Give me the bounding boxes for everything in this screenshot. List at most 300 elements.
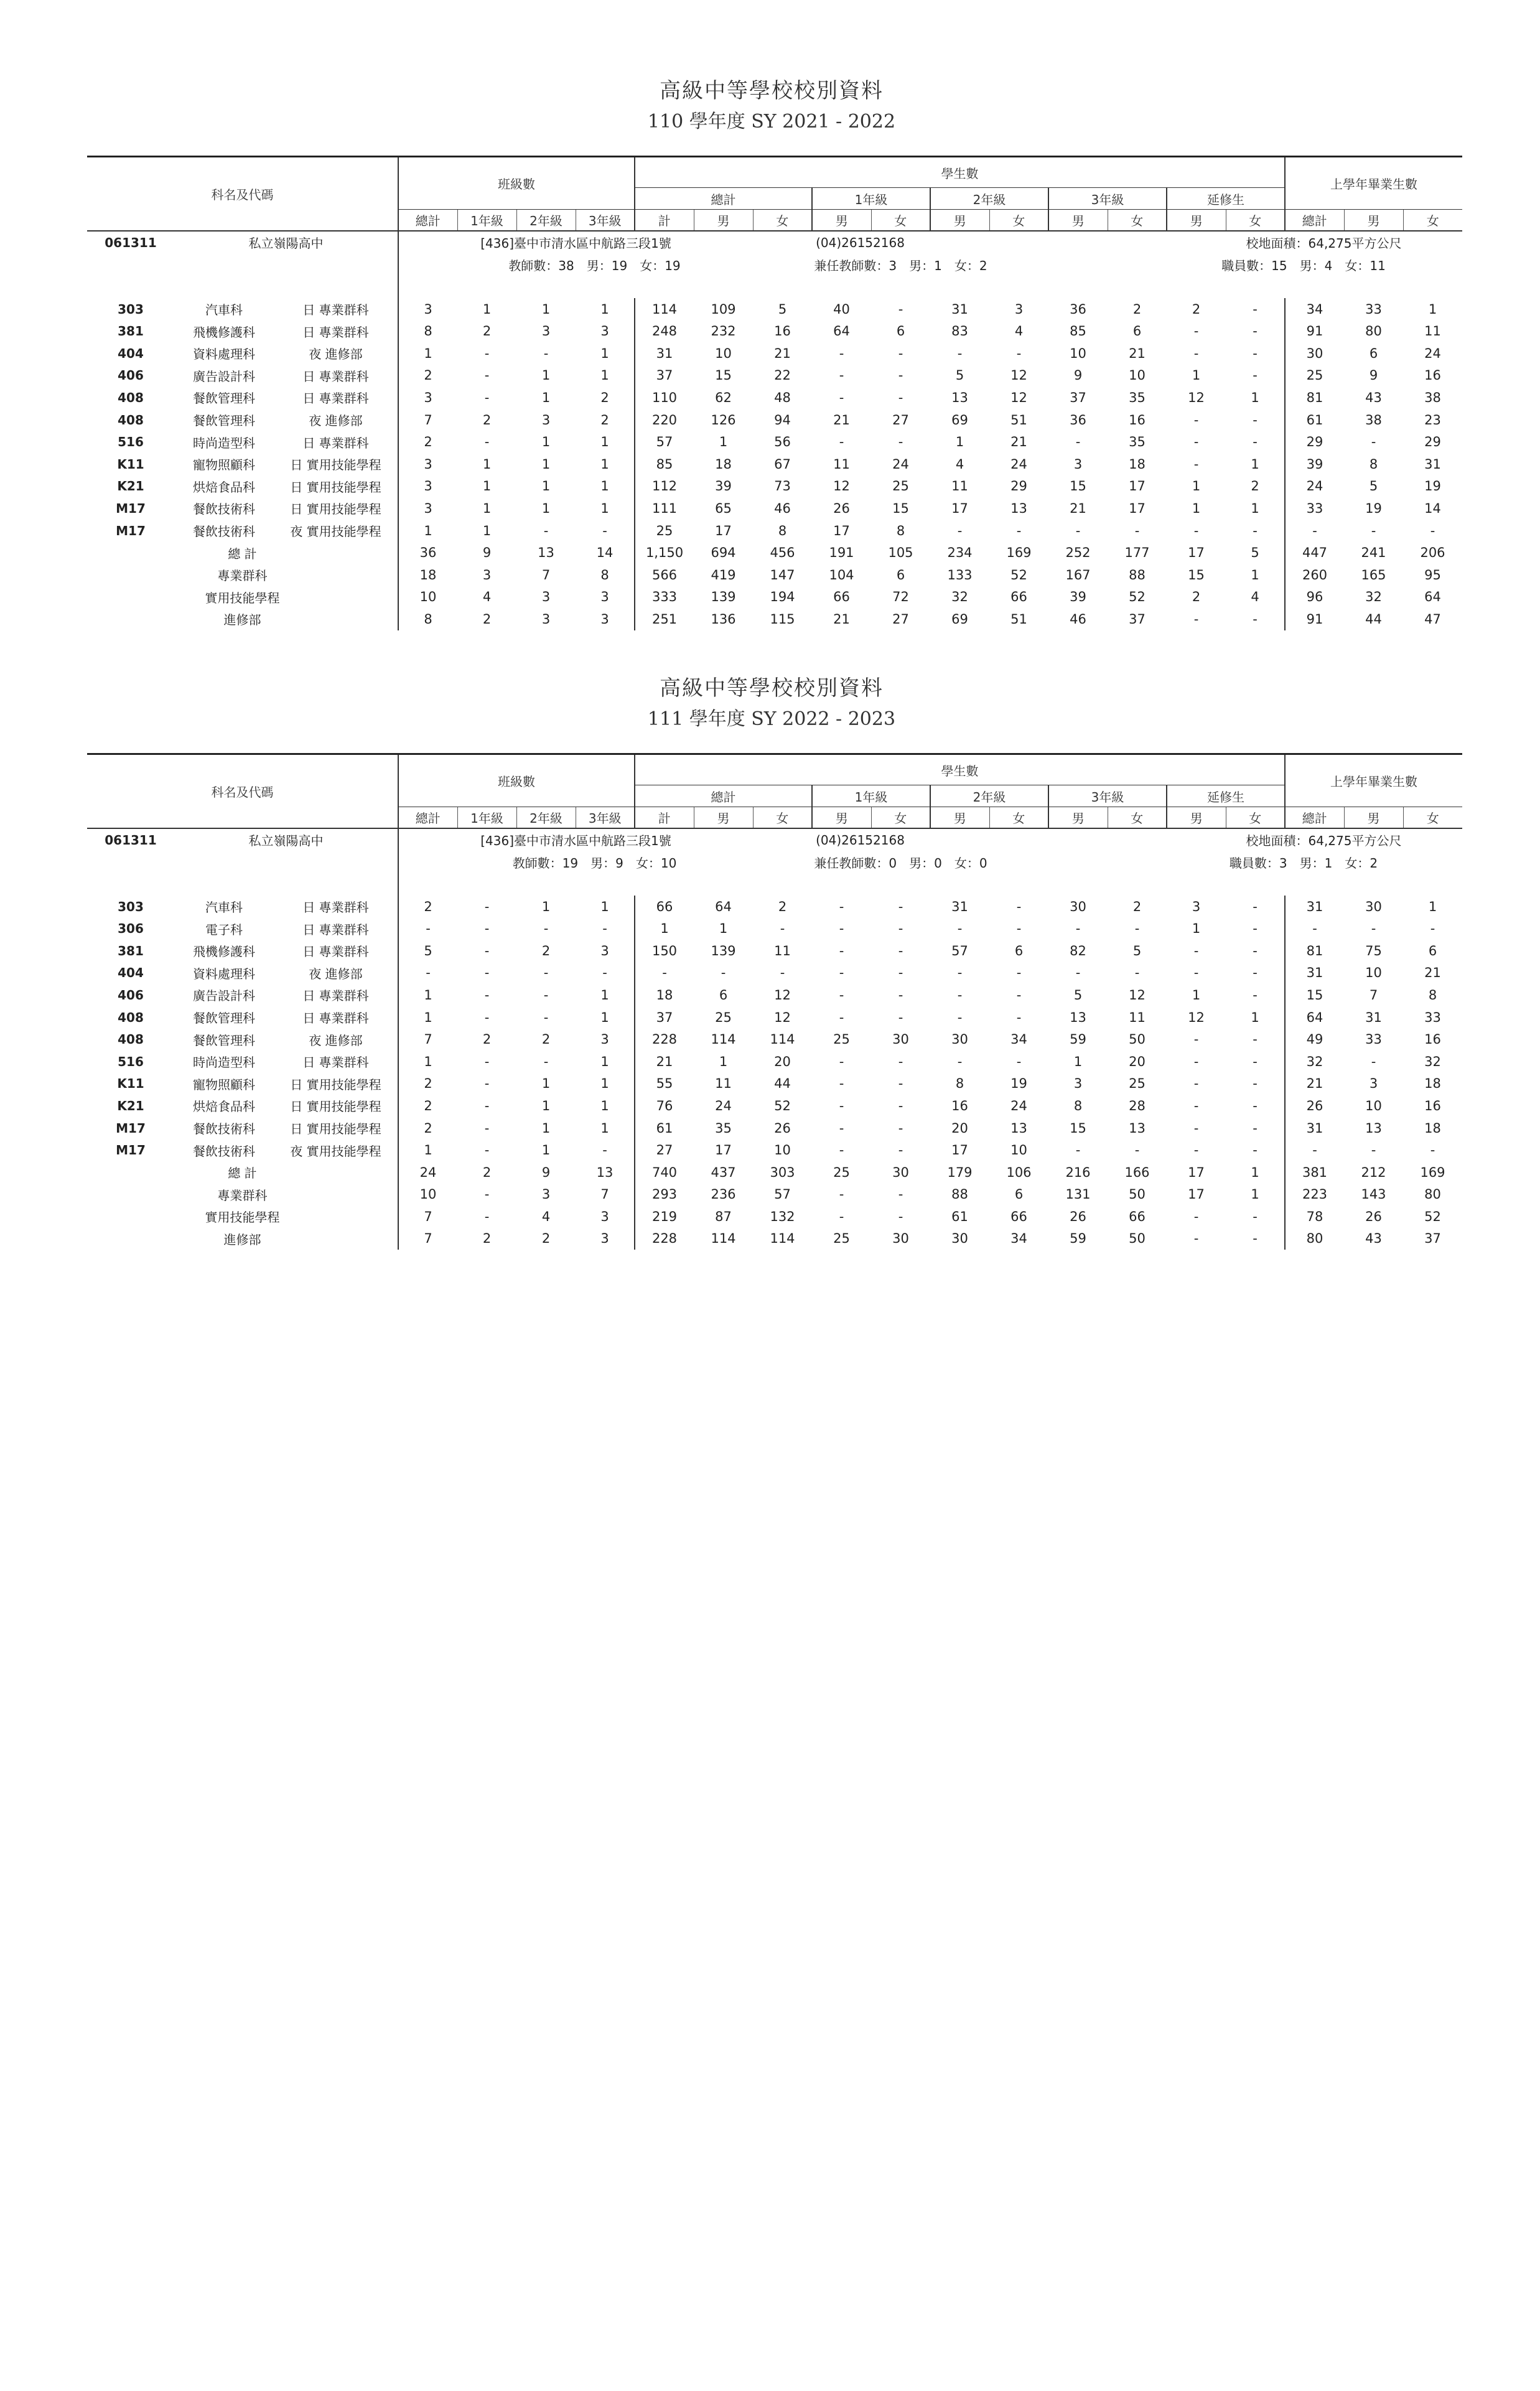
table-cell: -	[484, 1209, 490, 1224]
school-address: [436]臺中市清水區中航路三段1號	[398, 828, 753, 851]
table-cell: 33	[1365, 301, 1382, 317]
table-cell: -	[721, 965, 726, 981]
table-row	[87, 984, 1462, 1006]
school-name: 私立嶺陽高中	[248, 833, 324, 849]
table-row	[87, 342, 1462, 365]
table-cell: 3	[398, 475, 457, 498]
table-cell: 15	[1188, 567, 1205, 583]
table-cell: 47	[1424, 611, 1441, 627]
table-cell: -	[1430, 1143, 1435, 1158]
dept-code: 406	[118, 368, 144, 383]
table-cell: -	[898, 345, 903, 361]
table-cell: 1	[482, 500, 492, 516]
table-cell: 85	[1070, 324, 1086, 339]
table-cell: -	[839, 434, 844, 450]
table-cell: 7	[541, 567, 551, 583]
table-cell: -	[484, 965, 490, 981]
table-cell: -	[1193, 965, 1199, 981]
table-cell: 50	[1129, 1231, 1146, 1247]
table-cell: 6	[719, 987, 728, 1003]
table-cell: 17	[1129, 479, 1146, 494]
table-cell: 91	[1285, 320, 1344, 342]
dept-code: 408	[118, 1009, 144, 1025]
table-cell: 1	[482, 479, 492, 494]
dept-name: 餐飲管理科	[193, 1032, 255, 1048]
table-cell: 12	[774, 1009, 791, 1025]
table-cell: 49	[1285, 1028, 1344, 1050]
table-cell: 4	[1014, 324, 1024, 339]
table-cell: -	[1253, 345, 1258, 361]
dept-code: 404	[118, 345, 144, 361]
table-cell: 21	[635, 1050, 694, 1073]
dept-name: 汽車科	[205, 302, 243, 318]
dept-system: 日 專業群科	[302, 435, 369, 451]
table-cell: -	[1016, 523, 1022, 538]
table-cell: -	[1134, 1143, 1140, 1158]
table-cell: 31	[951, 301, 968, 317]
table-cell: -	[839, 1009, 844, 1025]
dept-system: 夜 進修部	[309, 413, 363, 429]
table-cell: 1	[541, 500, 551, 516]
table-cell: -	[1075, 965, 1081, 981]
table-cell: 88	[951, 1187, 968, 1202]
table-cell: 1	[955, 434, 964, 450]
table-cell: -	[839, 1143, 844, 1158]
header-cell: 總計	[1285, 807, 1344, 829]
table-cell: 105	[888, 545, 913, 561]
table-cell: 3	[1014, 301, 1024, 317]
table-cell: -	[602, 1143, 607, 1158]
table-cell: -	[543, 921, 549, 937]
dept-name: 餐飲管理科	[193, 1011, 255, 1026]
table-cell: 1	[1251, 500, 1259, 516]
dept-system: 日 專業群科	[302, 1055, 369, 1070]
table-cell: 1	[541, 1120, 551, 1136]
table-cell: -	[398, 962, 457, 985]
school-phone: (04)26152168	[816, 235, 905, 250]
dept-system: 日 專業群科	[302, 900, 369, 915]
table-cell: 3	[600, 1231, 609, 1247]
table-cell: 236	[711, 1187, 736, 1202]
table-cell: 3	[1369, 1076, 1378, 1092]
table-cell: 6	[1369, 345, 1378, 361]
table-cell: 48	[774, 390, 791, 405]
data-table-section	[87, 156, 1462, 630]
table-cell: -	[898, 1143, 903, 1158]
table-cell: 52	[774, 1098, 791, 1113]
table-cell: 75	[1365, 943, 1382, 958]
table-cell: 115	[770, 611, 795, 627]
table-cell: 35	[1129, 390, 1146, 405]
dept-system: 日 實用技能學程	[290, 1077, 381, 1092]
table-cell: 5	[1369, 479, 1378, 494]
table-cell: 1	[600, 500, 609, 516]
school-name: 私立嶺陽高中	[248, 236, 324, 251]
table-cell: 3	[600, 943, 609, 958]
summary-row	[87, 1228, 1462, 1250]
table-cell: 16	[774, 324, 791, 339]
header-students: 學生數	[635, 157, 1285, 188]
table-cell: 1	[1428, 899, 1437, 914]
school-area: 校地面積：64,275平方公尺	[1246, 236, 1402, 251]
header-cell: 女	[1226, 807, 1285, 829]
table-cell: -	[1371, 523, 1376, 538]
table-cell: 14	[1424, 500, 1441, 516]
table-cell: 14	[596, 545, 614, 561]
table-cell: 18	[1129, 456, 1146, 472]
table-cell: -	[1430, 921, 1435, 937]
table-cell: 21	[774, 345, 791, 361]
table-cell: -	[1193, 1120, 1199, 1136]
table-cell: 109	[711, 301, 736, 317]
school-staff: 職員數：3 男：1 女：2	[1229, 855, 1378, 871]
table-cell: 251	[635, 608, 694, 630]
table-cell: 11	[715, 1076, 732, 1092]
table-cell: 37	[1424, 1231, 1441, 1247]
table-cell: 18	[1424, 1120, 1441, 1136]
table-cell: 81	[1285, 940, 1344, 962]
dept-code: 404	[118, 965, 144, 981]
table-cell: -	[1075, 434, 1081, 450]
table-cell: 31	[1365, 1009, 1382, 1025]
table-cell: 110	[635, 386, 694, 409]
table-cell: 293	[635, 1184, 694, 1206]
table-cell: 4	[482, 589, 492, 605]
school-adjunct: 兼任教師數：0 男：0 女：0	[814, 855, 987, 871]
table-cell: 2	[482, 611, 492, 627]
table-cell: 126	[711, 412, 736, 428]
table-cell: 27	[892, 611, 909, 627]
table-cell: -	[780, 965, 785, 981]
table-cell: 25	[892, 479, 909, 494]
dept-name: 餐飲技術科	[193, 1143, 255, 1159]
table-cell: -	[1253, 987, 1258, 1003]
table-cell: 24	[1285, 475, 1344, 498]
table-cell: -	[1193, 1098, 1199, 1113]
table-cell: 456	[770, 545, 795, 561]
table-cell: -	[1253, 921, 1258, 937]
table-cell: 9	[1369, 368, 1378, 383]
table-cell: -	[898, 987, 903, 1003]
table-cell: 24	[1010, 1098, 1027, 1113]
dept-code: K21	[117, 479, 144, 494]
table-cell: 21	[833, 412, 850, 428]
table-cell: -	[957, 345, 963, 361]
table-row	[87, 1050, 1462, 1073]
table-cell: 1,150	[635, 541, 694, 564]
table-cell: 28	[1129, 1098, 1146, 1113]
header-grade1: 1年級	[812, 188, 930, 210]
table-cell: -	[957, 965, 963, 981]
header-cell: 男	[812, 210, 871, 232]
summary-row	[87, 564, 1462, 586]
table-cell: 1	[541, 899, 551, 914]
header-cell: 總計	[398, 807, 457, 829]
table-cell: 80	[1365, 324, 1382, 339]
dept-name: 烘焙食品科	[193, 1099, 255, 1115]
dept-code: M17	[116, 523, 146, 538]
school-phone: (04)26152168	[816, 832, 905, 848]
table-cell: 21	[1285, 1073, 1344, 1095]
table-cell: 72	[892, 589, 909, 605]
table-cell: 1	[1251, 1164, 1259, 1180]
table-cell: -	[543, 1054, 549, 1069]
table-cell: 13	[538, 545, 554, 561]
table-cell: 85	[635, 453, 694, 475]
table-cell: 10	[398, 1184, 457, 1206]
table-cell: 566	[635, 564, 694, 586]
table-cell: 7	[398, 409, 457, 431]
table-cell: 62	[715, 390, 732, 405]
dept-code: 306	[118, 921, 144, 937]
table-cell: 37	[1070, 390, 1086, 405]
table-cell: 31	[1285, 896, 1344, 918]
table-cell: -	[898, 943, 903, 958]
table-cell: -	[1253, 899, 1258, 914]
table-cell: 10	[1129, 368, 1146, 383]
table-cell: 1	[1251, 1187, 1259, 1202]
table-cell: -	[1193, 523, 1199, 538]
table-cell: 25	[1285, 365, 1344, 387]
table-cell: 26	[1070, 1209, 1086, 1224]
table-cell: 7	[398, 1205, 457, 1228]
table-cell: 16	[1129, 412, 1146, 428]
table-cell: 1	[1192, 500, 1201, 516]
school-row	[87, 828, 1462, 851]
table-cell: 1	[541, 434, 551, 450]
table-cell: 12	[774, 987, 791, 1003]
table-cell: 10	[1365, 1098, 1382, 1113]
table-cell: -	[839, 1209, 844, 1224]
table-row	[87, 1117, 1462, 1139]
dept-system: 夜 進修部	[309, 347, 363, 362]
table-cell: 3	[1192, 899, 1201, 914]
table-cell: 61	[635, 1117, 694, 1139]
dept-system: 日 專業群科	[302, 944, 369, 960]
table-cell: 56	[774, 434, 791, 450]
table-cell: 26	[774, 1120, 791, 1136]
header-extended: 延修生	[1167, 188, 1285, 210]
table-cell: -	[484, 1009, 490, 1025]
table-cell: -	[1285, 520, 1344, 542]
table-cell: 24	[892, 456, 909, 472]
table-row	[87, 497, 1462, 520]
table-cell: -	[957, 1009, 963, 1025]
table-cell: -	[1371, 921, 1376, 937]
table-row	[87, 1028, 1462, 1050]
table-cell: 13	[1129, 1120, 1146, 1136]
table-cell: 3	[541, 589, 551, 605]
table-cell: 12	[1010, 368, 1027, 383]
table-cell: -	[1430, 523, 1435, 538]
table-cell: 5	[1132, 943, 1142, 958]
table-cell: 18	[635, 984, 694, 1006]
table-cell: -	[1193, 1076, 1199, 1092]
table-cell: 31	[1285, 1117, 1344, 1139]
table-cell: 136	[711, 611, 736, 627]
dept-system: 日 專業群科	[302, 302, 369, 318]
table-cell: -	[484, 390, 490, 405]
dept-name: 電子科	[205, 922, 243, 937]
header-cell: 女	[989, 807, 1048, 829]
table-cell: -	[543, 965, 549, 981]
dept-name: 飛機修護科	[193, 324, 255, 340]
dept-system: 日 專業群科	[302, 324, 369, 340]
table-cell: 10	[1070, 345, 1086, 361]
table-cell: 1	[1251, 456, 1259, 472]
school-adjunct: 兼任教師數：3 男：1 女：2	[814, 258, 987, 273]
header-cell: 男	[1048, 210, 1108, 232]
table-cell: 1	[1192, 987, 1201, 1003]
table-cell: 1	[1428, 301, 1437, 317]
table-cell: 1	[600, 1120, 609, 1136]
table-cell: 43	[1365, 390, 1382, 405]
header-cell: 女	[1403, 807, 1462, 829]
table-cell: 1	[600, 899, 609, 914]
table-cell: 61	[951, 1209, 968, 1224]
table-cell: 15	[1070, 479, 1086, 494]
table-cell: 1	[541, 301, 551, 317]
table-cell: -	[1193, 1143, 1199, 1158]
table-cell: 2	[1132, 899, 1142, 914]
header-grads: 上學年畢業生數	[1285, 754, 1462, 807]
table-cell: -	[898, 1076, 903, 1092]
table-cell: 78	[1285, 1205, 1344, 1228]
table-cell: 52	[1424, 1209, 1441, 1224]
table-cell: -	[898, 368, 903, 383]
table-cell: -	[1193, 943, 1199, 958]
summary-label: 總 計	[228, 546, 257, 561]
header-grade3: 3年級	[1048, 188, 1167, 210]
school-row	[87, 851, 1462, 874]
header-students: 學生數	[635, 754, 1285, 785]
table-cell: 114	[635, 298, 694, 321]
table-cell: 1	[600, 987, 609, 1003]
table-cell: -	[957, 523, 963, 538]
table-cell: 1	[600, 368, 609, 383]
table-cell: -	[543, 987, 549, 1003]
table-cell: 25	[1129, 1076, 1146, 1092]
header-total: 總計	[635, 188, 812, 210]
dept-name: 廣告設計科	[193, 988, 255, 1004]
table-cell: 32	[1365, 589, 1382, 605]
table-cell: 2	[1192, 301, 1201, 317]
table-cell: 3	[600, 1032, 609, 1047]
table-cell: 1	[600, 301, 609, 317]
table-cell: -	[1253, 1076, 1258, 1092]
table-cell: 1	[600, 456, 609, 472]
table-cell: 32	[1285, 1050, 1344, 1073]
table-cell: -	[1371, 1143, 1376, 1158]
table-cell: 26	[1285, 1095, 1344, 1117]
table-cell: 30	[892, 1231, 909, 1247]
table-cell: 1	[600, 434, 609, 450]
table-cell: 8	[896, 523, 905, 538]
data-table-section	[87, 753, 1462, 1250]
table-cell: 2	[482, 412, 492, 428]
table-cell: 10	[1365, 965, 1382, 981]
table-cell: -	[957, 987, 963, 1003]
table-cell: 11	[951, 479, 968, 494]
table-row	[87, 320, 1462, 342]
table-cell: -	[957, 1054, 963, 1069]
summary-row	[87, 1205, 1462, 1228]
table-cell: 1	[398, 984, 457, 1006]
table-cell: 32	[951, 589, 968, 605]
dept-name: 廣告設計科	[193, 368, 255, 384]
table-row	[87, 1095, 1462, 1117]
table-cell: 2	[541, 1231, 551, 1247]
table-cell: 40	[833, 301, 850, 317]
table-cell: 419	[711, 567, 736, 583]
table-cell: 1	[482, 456, 492, 472]
table-cell: 6	[1132, 324, 1142, 339]
table-cell: 114	[711, 1231, 736, 1247]
table-cell: -	[898, 1009, 903, 1025]
table-cell: 1	[600, 1054, 609, 1069]
table-cell: 16	[1424, 1098, 1441, 1113]
table-cell: 24	[715, 1098, 732, 1113]
table-cell: 1	[541, 1143, 551, 1158]
header-cell: 總計	[1285, 210, 1344, 232]
table-cell: 2	[600, 390, 609, 405]
table-cell: 9	[541, 1164, 551, 1180]
table-cell: -	[1193, 1209, 1199, 1224]
table-cell: -	[484, 899, 490, 914]
table-cell: -	[1193, 611, 1199, 627]
header-classes: 班級數	[398, 157, 635, 210]
header-cell: 男	[694, 807, 753, 829]
table-cell: 20	[1129, 1054, 1146, 1069]
table-cell: 228	[635, 1228, 694, 1250]
table-cell: 13	[1010, 500, 1027, 516]
school-area: 校地面積：64,275平方公尺	[1246, 833, 1402, 849]
dept-system: 日 專業群科	[302, 988, 369, 1004]
table-cell: 17	[1188, 1164, 1205, 1180]
table-cell: 10	[715, 345, 732, 361]
table-cell: 25	[715, 1009, 732, 1025]
table-cell: 12	[1010, 390, 1027, 405]
table-cell: 17	[1129, 500, 1146, 516]
table-cell: -	[1134, 965, 1140, 981]
table-cell: -	[1253, 1209, 1258, 1224]
table-cell: 333	[635, 586, 694, 609]
table-cell: 80	[1285, 1228, 1344, 1250]
table-cell: 11	[833, 456, 850, 472]
table-row	[87, 431, 1462, 453]
table-cell: 7	[398, 1228, 457, 1250]
table-cell: -	[484, 1098, 490, 1113]
table-cell: 114	[770, 1231, 795, 1247]
table-cell: 15	[1285, 984, 1344, 1006]
table-cell: -	[839, 1076, 844, 1092]
table-cell: -	[898, 1187, 903, 1202]
table-cell: 2	[398, 1117, 457, 1139]
table-cell: 191	[829, 545, 854, 561]
table-cell: -	[1193, 1032, 1199, 1047]
dept-name: 時尚造型科	[193, 435, 255, 451]
dept-code: 303	[118, 899, 144, 914]
table-cell: -	[1253, 1098, 1258, 1113]
table-cell: 83	[951, 324, 968, 339]
table-cell: -	[484, 987, 490, 1003]
table-cell: 16	[1424, 368, 1441, 383]
table-cell: 73	[774, 479, 791, 494]
table-cell: 3	[600, 611, 609, 627]
table-cell: -	[1075, 921, 1081, 937]
header-cell: 計	[635, 210, 694, 232]
dept-system: 夜 進修部	[309, 966, 363, 981]
